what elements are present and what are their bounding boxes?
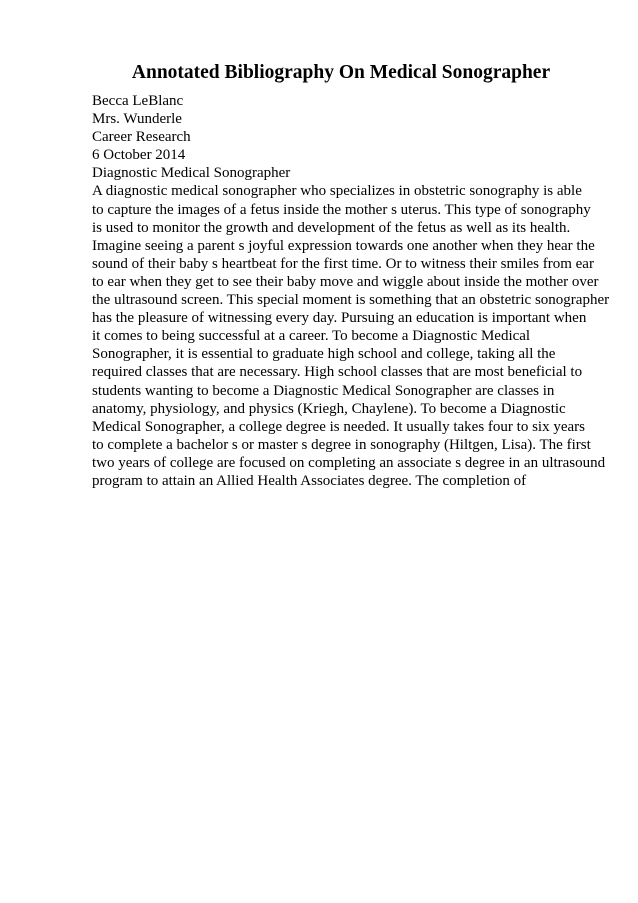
teacher-name: Mrs. Wunderle (92, 111, 182, 128)
paragraph-line: required classes that are necessary. High school classes that are most beneficial to (92, 364, 583, 381)
paragraph-line: the ultrasound screen. This special moment is something that an obstetric sonographer (92, 292, 610, 309)
paragraph-line: Sonographer, it is essential to graduate high school and college, taking all the (92, 346, 556, 363)
paragraph-line: sound of their baby s heartbeat for the first time. Or to witness their smiles from ear (92, 255, 594, 272)
paragraph-line: to complete a bachelor s or master s degree in sonography (Hiltgen, Lisa). The first (92, 436, 591, 453)
paragraph-line: to ear when they get to see their baby move and wiggle about inside the mother over (92, 273, 599, 290)
author-name: Becca LeBlanc (92, 93, 184, 109)
document-date: 6 October 2014 (92, 147, 186, 164)
paragraph-line: two years of college are focused on completing an associate s degree in an ultrasound (92, 454, 606, 471)
document-subject: Diagnostic Medical Sonographer (92, 165, 291, 182)
paragraph-line: anatomy, physiology, and physics (Kriegh, Chaylene). To become a Diagnostic (92, 400, 566, 417)
paragraph-line: program to attain an Allied Health Associates degree. The completion of (92, 472, 527, 489)
paragraph-line: Imagine seeing a parent s joyful expression towards one another when they hear the (92, 237, 595, 254)
document-body (92, 92, 632, 490)
document-title: Annotated Bibliography On Medical Sonographer (131, 62, 551, 83)
paragraph-line: students wanting to become a Diagnostic Medical Sonographer are classes in (92, 382, 555, 399)
paragraph-line: it comes to being successful at a career. To become a Diagnostic Medical (92, 328, 531, 345)
course-name: Career Research (92, 129, 191, 146)
paragraph-line: to capture the images of a fetus inside the mother s uterus. This type of sonography (92, 201, 591, 218)
paragraph-line: A diagnostic medical sonographer who specializes in obstetric sonography is able (92, 183, 582, 200)
paragraph-line: is used to monitor the growth and development of the fetus as well as its health. (92, 219, 571, 236)
paragraph-line: has the pleasure of witnessing every day. Pursuing an education is important when (92, 310, 587, 327)
paragraph-line: Medical Sonographer, a college degree is needed. It usually takes four to six years (92, 418, 585, 435)
